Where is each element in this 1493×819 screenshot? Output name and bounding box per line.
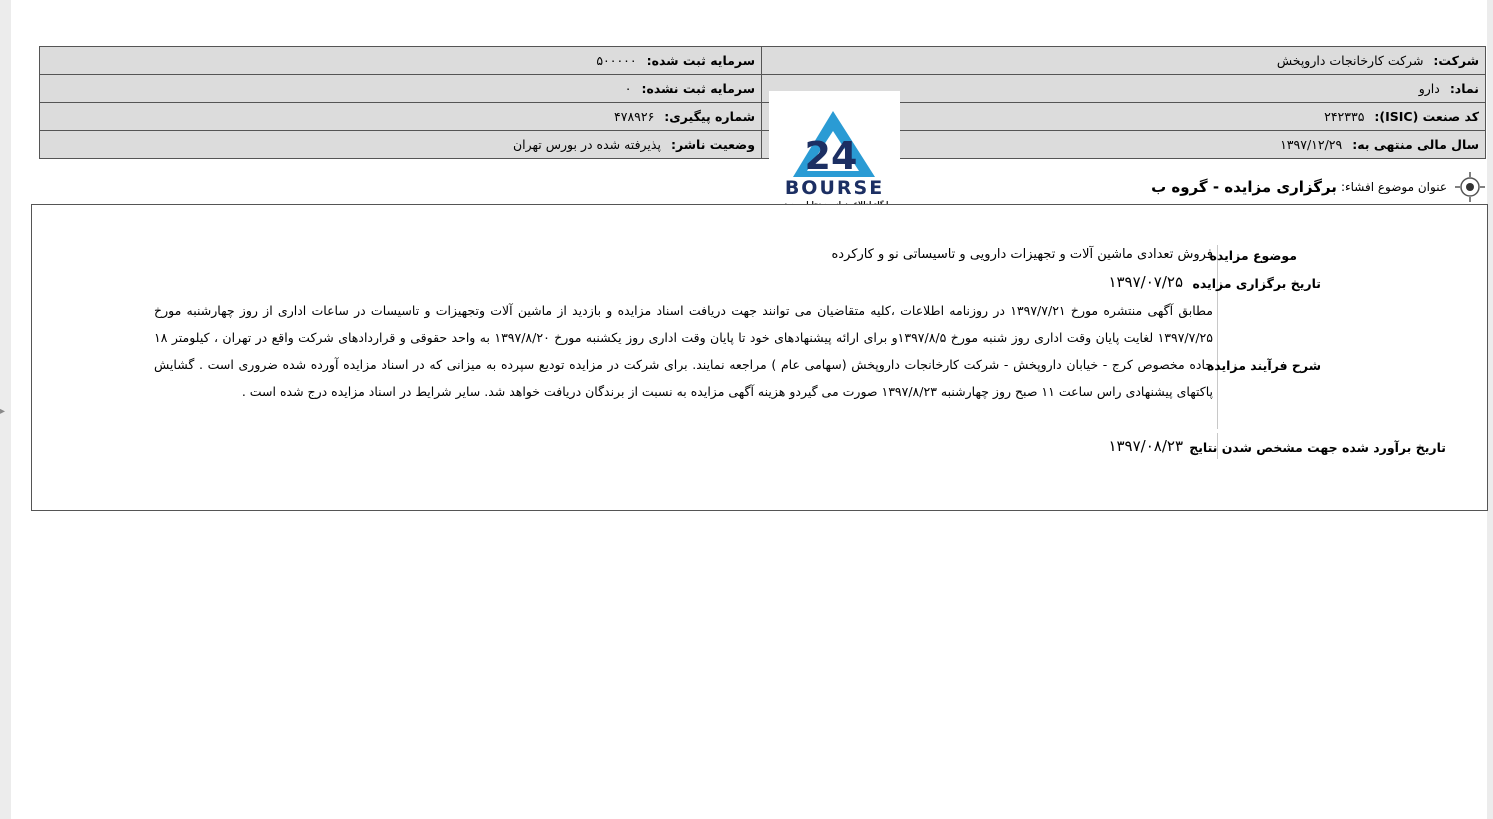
tracking-number-cell <box>40 103 762 131</box>
publisher-status-label: وضعیت ناشر: <box>670 137 755 152</box>
auction-date-value: ۱۳۹۷/۰۷/۲۵ <box>1108 273 1183 291</box>
company-cell <box>762 47 1486 75</box>
publisher-status-cell <box>40 131 762 159</box>
fiscal-year-value: ۱۳۹۷/۱۲/۲۹ <box>1280 137 1343 152</box>
registered-capital-value: ۵۰۰۰۰۰ <box>596 53 637 68</box>
target-bullet-icon <box>1455 172 1485 202</box>
process-label: شرح فرآیند مزایده <box>1206 358 1321 373</box>
info-row-isic <box>40 103 1486 131</box>
symbol-label: نماد: <box>1449 81 1479 96</box>
tracking-number-value: ۴۷۸۹۲۶ <box>614 109 655 124</box>
unregistered-capital-cell <box>40 75 762 103</box>
company-info-table <box>39 46 1486 159</box>
svg-text:24: 24 <box>804 134 858 178</box>
info-row-symbol <box>40 75 1486 103</box>
disclosure-caption: عنوان موضوع افشاء: <box>1340 180 1447 194</box>
symbol-value: دارو <box>1418 81 1440 96</box>
registered-capital-label: سرمایه ثبت شده: <box>646 53 755 68</box>
publisher-status-value: پذیرفته شده در بورس تهران <box>513 137 661 152</box>
page-edge-marker-icon: ▸ <box>0 406 6 417</box>
info-row-fiscal-year <box>40 131 1486 159</box>
logo-wordmark: BOURSE <box>784 177 885 199</box>
subject-label: موضوع مزایده <box>1209 248 1297 263</box>
disclosure-title-row <box>1151 171 1485 203</box>
company-value: شرکت کارخانجات داروپخش <box>1276 53 1424 68</box>
results-date-label: تاریخ برآورد شده جهت مشخص شدن نتایج <box>1189 440 1446 455</box>
bourse24-logo <box>769 91 900 212</box>
disclosure-title: برگزاری مزایده - گروه ب <box>1151 178 1337 196</box>
results-date-value: ۱۳۹۷/۰۸/۲۳ <box>1108 437 1183 455</box>
subject-value: فروش تعدادی ماشین آلات و تجهیزات دارویی و تاسیساتی نو و کارکرده <box>831 247 1213 262</box>
info-row-company <box>40 47 1486 75</box>
fiscal-year-label: سال مالی منتهی به: <box>1352 137 1479 152</box>
process-description: مطابق آگهی منتشره مورخ ۱۳۹۷/۷/۲۱ در روزنامه اطلاعات ،کلیه متقاضیان می توانند جهت دریافت اسناد مزایده و بازدید از ماشین آلات وتجهیزات و تاسیسات در ساعات اداری از روز چهارشنبه مورخ ۱۳۹۷/۷/۲۵ لغایت پایان وقت اداری روز شنبه مورخ ۱۳۹۷/۸/۵و برای ارائه پیشنهادهای خود تا پایان وقت اداری روز یکشنبه مورخ ۱۳۹۷/۸/۲۰ به واحد حقوقی و قراردادهای شرکت واقع در تهران ، کیلومتر ۱۸ جاده مخصوص کرج - خیابان داروپخش - شرکت کارخانجات داروپخش (سهامی عام ) مراجعه نمایند. برای شرکت در مزایده تودیع سپرده به میزانی که در اسناد مزایده آورده شده ضروری است . گشایش پاکتهای پیشنهادی راس ساعت ۱۱ صبح روز چهارشنبه ۱۳۹۷/۸/۲۳ صورت می گیردو هزینه آگهی مزایده به نسبت از برندگان دریافت خواهد شد. سایر شرایط در اسناد مزایده درج شده است . <box>154 303 1213 399</box>
isic-label: کد صنعت (ISIC): <box>1374 109 1479 124</box>
unregistered-capital-value: ۰ <box>624 81 632 96</box>
auction-details-box <box>31 204 1488 511</box>
registered-capital-cell <box>40 47 762 75</box>
auction-date-label: تاریخ برگزاری مزایده <box>1192 276 1321 291</box>
unregistered-capital-label: سرمایه ثبت نشده: <box>641 81 755 96</box>
company-label: شرکت: <box>1433 53 1479 68</box>
bourse-logo-mark-icon <box>769 91 900 179</box>
tracking-number-label: شماره پیگیری: <box>664 109 755 124</box>
isic-value: ۲۴۲۳۳۵ <box>1324 109 1365 124</box>
